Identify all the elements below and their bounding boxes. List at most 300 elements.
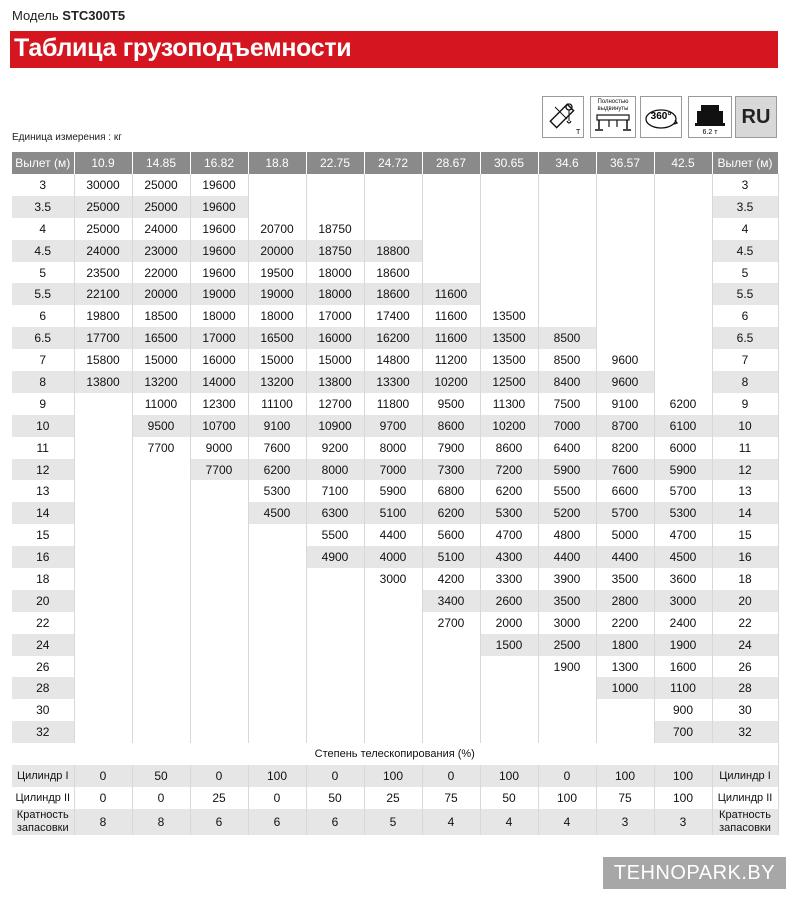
capacity-cell: 4400	[596, 546, 654, 568]
outriggers-extended-icon	[590, 96, 636, 138]
radius-cell: 3.5	[12, 196, 74, 218]
capacity-cell: 5200	[538, 502, 596, 524]
capacity-cell: 18000	[306, 283, 364, 305]
capacity-cell: 3500	[538, 590, 596, 612]
table-row	[12, 174, 778, 196]
capacity-cell: 5900	[654, 459, 712, 481]
header-boom-length: 10.9	[74, 152, 132, 174]
cylinder-1-row-value: 50	[132, 765, 190, 787]
capacity-cell	[74, 590, 132, 612]
radius-cell: 24	[12, 634, 74, 656]
radius-cell: 24	[712, 634, 778, 656]
capacity-cell: 15000	[306, 349, 364, 371]
table-row	[12, 634, 778, 656]
capacity-cell: 8500	[538, 349, 596, 371]
capacity-cell	[306, 612, 364, 634]
capacity-cell: 14000	[190, 371, 248, 393]
reeving-row-value: 6	[190, 809, 248, 835]
capacity-cell	[596, 174, 654, 196]
capacity-cell	[422, 677, 480, 699]
capacity-cell: 13800	[74, 371, 132, 393]
capacity-cell: 5300	[480, 502, 538, 524]
capacity-cell: 19500	[248, 262, 306, 284]
capacity-cell: 1800	[596, 634, 654, 656]
capacity-cell: 4400	[538, 546, 596, 568]
radius-cell: 30	[12, 699, 74, 721]
capacity-cell: 2700	[422, 612, 480, 634]
capacity-cell	[480, 240, 538, 262]
load-capacity-table	[12, 152, 779, 835]
outriggers-caption: Полностью выдвинуты	[597, 99, 629, 112]
table-row	[12, 327, 778, 349]
capacity-cell	[248, 634, 306, 656]
capacity-cell: 15800	[74, 349, 132, 371]
capacity-cell	[190, 721, 248, 743]
capacity-cell	[132, 546, 190, 568]
capacity-cell	[306, 590, 364, 612]
capacity-cell	[654, 196, 712, 218]
capacity-cell	[74, 502, 132, 524]
capacity-cell: 17000	[190, 327, 248, 349]
table-row	[12, 218, 778, 240]
capacity-cell: 7000	[538, 415, 596, 437]
table-row	[12, 196, 778, 218]
capacity-cell: 8700	[596, 415, 654, 437]
capacity-cell: 4200	[422, 568, 480, 590]
capacity-cell: 6200	[654, 393, 712, 415]
cylinder-1-row-value: 0	[538, 765, 596, 787]
capacity-cell	[538, 240, 596, 262]
header-boom-length: 34.6	[538, 152, 596, 174]
capacity-cell	[306, 196, 364, 218]
capacity-cell	[422, 721, 480, 743]
capacity-cell	[132, 568, 190, 590]
table-row	[12, 524, 778, 546]
capacity-cell	[654, 327, 712, 349]
radius-cell: 7	[12, 349, 74, 371]
capacity-cell: 18800	[364, 240, 422, 262]
capacity-cell	[306, 568, 364, 590]
capacity-cell	[132, 699, 190, 721]
radius-cell: 4.5	[712, 240, 778, 262]
capacity-cell: 5100	[422, 546, 480, 568]
capacity-cell: 8600	[422, 415, 480, 437]
cylinder-1-row-label: Цилиндр I	[12, 765, 74, 787]
model-label	[12, 8, 125, 23]
capacity-cell	[132, 721, 190, 743]
radius-cell: 11	[12, 437, 74, 459]
capacity-cell: 11600	[422, 283, 480, 305]
capacity-cell: 8400	[538, 371, 596, 393]
table-row	[12, 612, 778, 634]
capacity-cell: 1600	[654, 656, 712, 678]
capacity-cell	[422, 174, 480, 196]
capacity-cell	[654, 283, 712, 305]
radius-cell: 4	[12, 218, 74, 240]
capacity-cell: 1500	[480, 634, 538, 656]
page-title: Таблица грузоподъемности	[14, 34, 352, 62]
capacity-cell	[248, 699, 306, 721]
capacity-cell	[74, 480, 132, 502]
capacity-cell	[364, 699, 422, 721]
capacity-cell	[480, 283, 538, 305]
table-header-row	[12, 152, 778, 174]
capacity-cell: 16500	[132, 327, 190, 349]
capacity-cell: 25000	[74, 218, 132, 240]
capacity-cell	[538, 262, 596, 284]
capacity-cell	[480, 699, 538, 721]
capacity-cell	[248, 568, 306, 590]
capacity-cell: 20000	[132, 283, 190, 305]
capacity-cell: 5700	[654, 480, 712, 502]
cylinder-1-row-value: 0	[422, 765, 480, 787]
capacity-cell: 1900	[538, 656, 596, 678]
capacity-cell	[190, 524, 248, 546]
boom-icon-caption: T	[576, 129, 581, 136]
capacity-cell: 10700	[190, 415, 248, 437]
radius-cell: 32	[12, 721, 74, 743]
capacity-cell: 4700	[654, 524, 712, 546]
capacity-cell: 5700	[596, 502, 654, 524]
cylinder-2-row-value: 50	[480, 787, 538, 809]
radius-cell: 4.5	[12, 240, 74, 262]
capacity-cell: 4500	[248, 502, 306, 524]
radius-cell: 3	[12, 174, 74, 196]
reeving-row-value: 4	[422, 809, 480, 835]
radius-cell: 3.5	[712, 196, 778, 218]
capacity-cell	[248, 524, 306, 546]
capacity-cell	[596, 262, 654, 284]
capacity-cell	[74, 634, 132, 656]
header-boom-length: 22.75	[306, 152, 364, 174]
capacity-cell	[248, 546, 306, 568]
capacity-cell: 15000	[248, 349, 306, 371]
cylinder-2-row-value: 50	[306, 787, 364, 809]
capacity-cell	[654, 262, 712, 284]
radius-cell: 15	[12, 524, 74, 546]
table-row	[12, 699, 778, 721]
table-row	[12, 656, 778, 678]
radius-cell: 6.5	[12, 327, 74, 349]
radius-cell: 10	[12, 415, 74, 437]
capacity-cell	[190, 677, 248, 699]
capacity-cell: 8000	[306, 459, 364, 481]
capacity-cell	[248, 590, 306, 612]
capacity-cell: 4500	[654, 546, 712, 568]
capacity-cell: 9600	[596, 349, 654, 371]
capacity-cell: 7600	[248, 437, 306, 459]
table-row	[12, 305, 778, 327]
capacity-cell	[190, 480, 248, 502]
capacity-cell	[306, 721, 364, 743]
capacity-cell: 11300	[480, 393, 538, 415]
cylinder-1-row	[12, 765, 778, 787]
capacity-cell: 24000	[132, 218, 190, 240]
radius-cell: 9	[712, 393, 778, 415]
capacity-cell	[538, 677, 596, 699]
capacity-cell	[422, 218, 480, 240]
radius-cell: 6	[12, 305, 74, 327]
reeving-row-value: 6	[306, 809, 364, 835]
radius-cell: 11	[712, 437, 778, 459]
capacity-cell	[190, 568, 248, 590]
radius-cell: 3	[712, 174, 778, 196]
capacity-cell: 18750	[306, 218, 364, 240]
capacity-cell: 4300	[480, 546, 538, 568]
capacity-cell: 12500	[480, 371, 538, 393]
capacity-cell: 30000	[74, 174, 132, 196]
capacity-cell	[248, 196, 306, 218]
capacity-cell	[654, 174, 712, 196]
reeving-row-value: 4	[480, 809, 538, 835]
header-boom-length: 16.82	[190, 152, 248, 174]
capacity-cell: 6200	[422, 502, 480, 524]
capacity-cell: 7100	[306, 480, 364, 502]
capacity-cell: 7900	[422, 437, 480, 459]
capacity-cell: 5300	[654, 502, 712, 524]
capacity-cell	[364, 590, 422, 612]
capacity-cell: 2600	[480, 590, 538, 612]
capacity-cell	[190, 546, 248, 568]
radius-cell: 22	[712, 612, 778, 634]
cylinder-2-row-value: 25	[190, 787, 248, 809]
capacity-cell	[306, 677, 364, 699]
capacity-cell: 20700	[248, 218, 306, 240]
radius-cell: 32	[712, 721, 778, 743]
capacity-cell: 3000	[538, 612, 596, 634]
table-row	[12, 437, 778, 459]
cylinder-1-row-label: Цилиндр I	[712, 765, 778, 787]
capacity-cell: 19800	[74, 305, 132, 327]
table-row	[12, 590, 778, 612]
capacity-cell: 2400	[654, 612, 712, 634]
capacity-cell: 9100	[596, 393, 654, 415]
capacity-cell: 2500	[538, 634, 596, 656]
cylinder-2-row-label: Цилиндр II	[12, 787, 74, 809]
capacity-cell: 3000	[364, 568, 422, 590]
table-row	[12, 721, 778, 743]
radius-cell: 5.5	[712, 283, 778, 305]
capacity-cell: 2800	[596, 590, 654, 612]
reeving-row-value: 5	[364, 809, 422, 835]
capacity-cell	[190, 502, 248, 524]
radius-cell: 18	[712, 568, 778, 590]
capacity-cell: 1300	[596, 656, 654, 678]
capacity-cell	[248, 656, 306, 678]
radius-cell: 26	[12, 656, 74, 678]
capacity-cell: 4800	[538, 524, 596, 546]
capacity-cell	[364, 218, 422, 240]
radius-cell: 6	[712, 305, 778, 327]
capacity-cell	[74, 546, 132, 568]
rotation-caption: 360°	[650, 111, 672, 122]
capacity-cell: 7300	[422, 459, 480, 481]
radius-cell: 22	[12, 612, 74, 634]
capacity-cell	[364, 196, 422, 218]
capacity-cell	[74, 393, 132, 415]
table-row	[12, 240, 778, 262]
capacity-cell: 17400	[364, 305, 422, 327]
language-badge: RU	[735, 96, 777, 138]
capacity-cell: 5300	[248, 480, 306, 502]
capacity-cell: 5100	[364, 502, 422, 524]
radius-cell: 20	[712, 590, 778, 612]
title-bar	[10, 31, 778, 68]
capacity-cell	[74, 415, 132, 437]
capacity-cell	[74, 656, 132, 678]
capacity-cell	[306, 174, 364, 196]
capacity-cell	[364, 174, 422, 196]
capacity-cell: 5900	[364, 480, 422, 502]
capacity-cell: 6200	[248, 459, 306, 481]
radius-cell: 4	[712, 218, 778, 240]
capacity-cell	[132, 590, 190, 612]
capacity-cell	[248, 612, 306, 634]
capacity-cell	[132, 656, 190, 678]
capacity-cell	[132, 612, 190, 634]
capacity-cell	[480, 262, 538, 284]
cylinder-1-row-value: 100	[480, 765, 538, 787]
capacity-cell	[74, 568, 132, 590]
capacity-cell: 3900	[538, 568, 596, 590]
radius-cell: 28	[712, 677, 778, 699]
capacity-cell: 6800	[422, 480, 480, 502]
radius-cell: 10	[712, 415, 778, 437]
reeving-row-label: Кратность запасовки	[712, 809, 778, 835]
radius-cell: 18	[12, 568, 74, 590]
capacity-cell	[132, 677, 190, 699]
capacity-cell	[190, 612, 248, 634]
capacity-cell: 11000	[132, 393, 190, 415]
capacity-cell	[654, 371, 712, 393]
radius-cell: 16	[12, 546, 74, 568]
capacity-cell: 6000	[654, 437, 712, 459]
capacity-cell: 5600	[422, 524, 480, 546]
capacity-cell	[190, 656, 248, 678]
capacity-cell: 25000	[132, 196, 190, 218]
capacity-cell: 20000	[248, 240, 306, 262]
capacity-cell: 23000	[132, 240, 190, 262]
capacity-cell: 9100	[248, 415, 306, 437]
capacity-cell	[654, 240, 712, 262]
table-row	[12, 677, 778, 699]
table-row	[12, 480, 778, 502]
capacity-cell	[248, 174, 306, 196]
capacity-cell: 17700	[74, 327, 132, 349]
capacity-cell: 4700	[480, 524, 538, 546]
capacity-cell	[422, 262, 480, 284]
capacity-cell: 11100	[248, 393, 306, 415]
capacity-cell	[74, 677, 132, 699]
capacity-cell	[364, 677, 422, 699]
capacity-cell: 19000	[248, 283, 306, 305]
capacity-cell: 6100	[654, 415, 712, 437]
radius-cell: 14	[712, 502, 778, 524]
model-prefix: Модель	[12, 8, 59, 23]
capacity-cell: 10900	[306, 415, 364, 437]
capacity-cell: 19600	[190, 196, 248, 218]
capacity-cell	[538, 699, 596, 721]
capacity-cell: 13300	[364, 371, 422, 393]
cylinder-1-row-value: 100	[596, 765, 654, 787]
capacity-cell	[480, 218, 538, 240]
capacity-cell: 18000	[306, 262, 364, 284]
cylinder-2-row-value: 100	[654, 787, 712, 809]
reeving-row-value: 6	[248, 809, 306, 835]
header-boom-length: 42.5	[654, 152, 712, 174]
reeving-row-label: Кратность запасовки	[12, 809, 74, 835]
capacity-cell	[654, 218, 712, 240]
table-row	[12, 546, 778, 568]
cylinder-1-row-value: 0	[306, 765, 364, 787]
reeving-row-value: 3	[596, 809, 654, 835]
radius-cell: 30	[712, 699, 778, 721]
capacity-cell	[364, 721, 422, 743]
cylinder-2-row	[12, 787, 778, 809]
radius-cell: 5	[712, 262, 778, 284]
capacity-cell	[538, 721, 596, 743]
capacity-cell	[596, 283, 654, 305]
watermark: TEHNOPARK.BY	[603, 857, 786, 889]
capacity-cell	[190, 590, 248, 612]
cylinder-1-row-value: 100	[248, 765, 306, 787]
capacity-cell: 13800	[306, 371, 364, 393]
capacity-cell: 16200	[364, 327, 422, 349]
cylinder-2-row-value: 75	[422, 787, 480, 809]
capacity-cell: 10200	[422, 371, 480, 393]
unit-label: Единица измерения : кг	[12, 132, 122, 143]
capacity-cell: 22100	[74, 283, 132, 305]
radius-cell: 8	[12, 371, 74, 393]
capacity-cell: 11600	[422, 305, 480, 327]
capacity-cell: 6200	[480, 480, 538, 502]
capacity-cell	[74, 524, 132, 546]
capacity-cell	[596, 721, 654, 743]
cylinder-2-row-value: 0	[248, 787, 306, 809]
cylinder-1-row-value: 100	[364, 765, 422, 787]
capacity-cell	[74, 721, 132, 743]
capacity-cell	[654, 349, 712, 371]
capacity-cell	[132, 634, 190, 656]
capacity-cell	[74, 612, 132, 634]
capacity-cell: 7700	[190, 459, 248, 481]
capacity-cell	[596, 305, 654, 327]
capacity-cell: 15000	[132, 349, 190, 371]
capacity-cell	[480, 196, 538, 218]
capacity-cell: 7500	[538, 393, 596, 415]
capacity-cell: 4400	[364, 524, 422, 546]
header-boom-length: 24.72	[364, 152, 422, 174]
radius-cell: 9	[12, 393, 74, 415]
radius-cell: 28	[12, 677, 74, 699]
capacity-cell: 5500	[538, 480, 596, 502]
radius-cell: 7	[712, 349, 778, 371]
telescoping-row	[12, 743, 778, 765]
capacity-cell: 1100	[654, 677, 712, 699]
header-boom-length: 28.67	[422, 152, 480, 174]
capacity-cell: 18750	[306, 240, 364, 262]
capacity-cell	[480, 174, 538, 196]
header-boom-length: 30.65	[480, 152, 538, 174]
capacity-cell: 5900	[538, 459, 596, 481]
reeving-row-value: 4	[538, 809, 596, 835]
capacity-cell: 18000	[190, 305, 248, 327]
capacity-cell: 17000	[306, 305, 364, 327]
capacity-cell: 2000	[480, 612, 538, 634]
capacity-cell	[74, 459, 132, 481]
cylinder-2-row-value: 75	[596, 787, 654, 809]
capacity-cell: 8200	[596, 437, 654, 459]
